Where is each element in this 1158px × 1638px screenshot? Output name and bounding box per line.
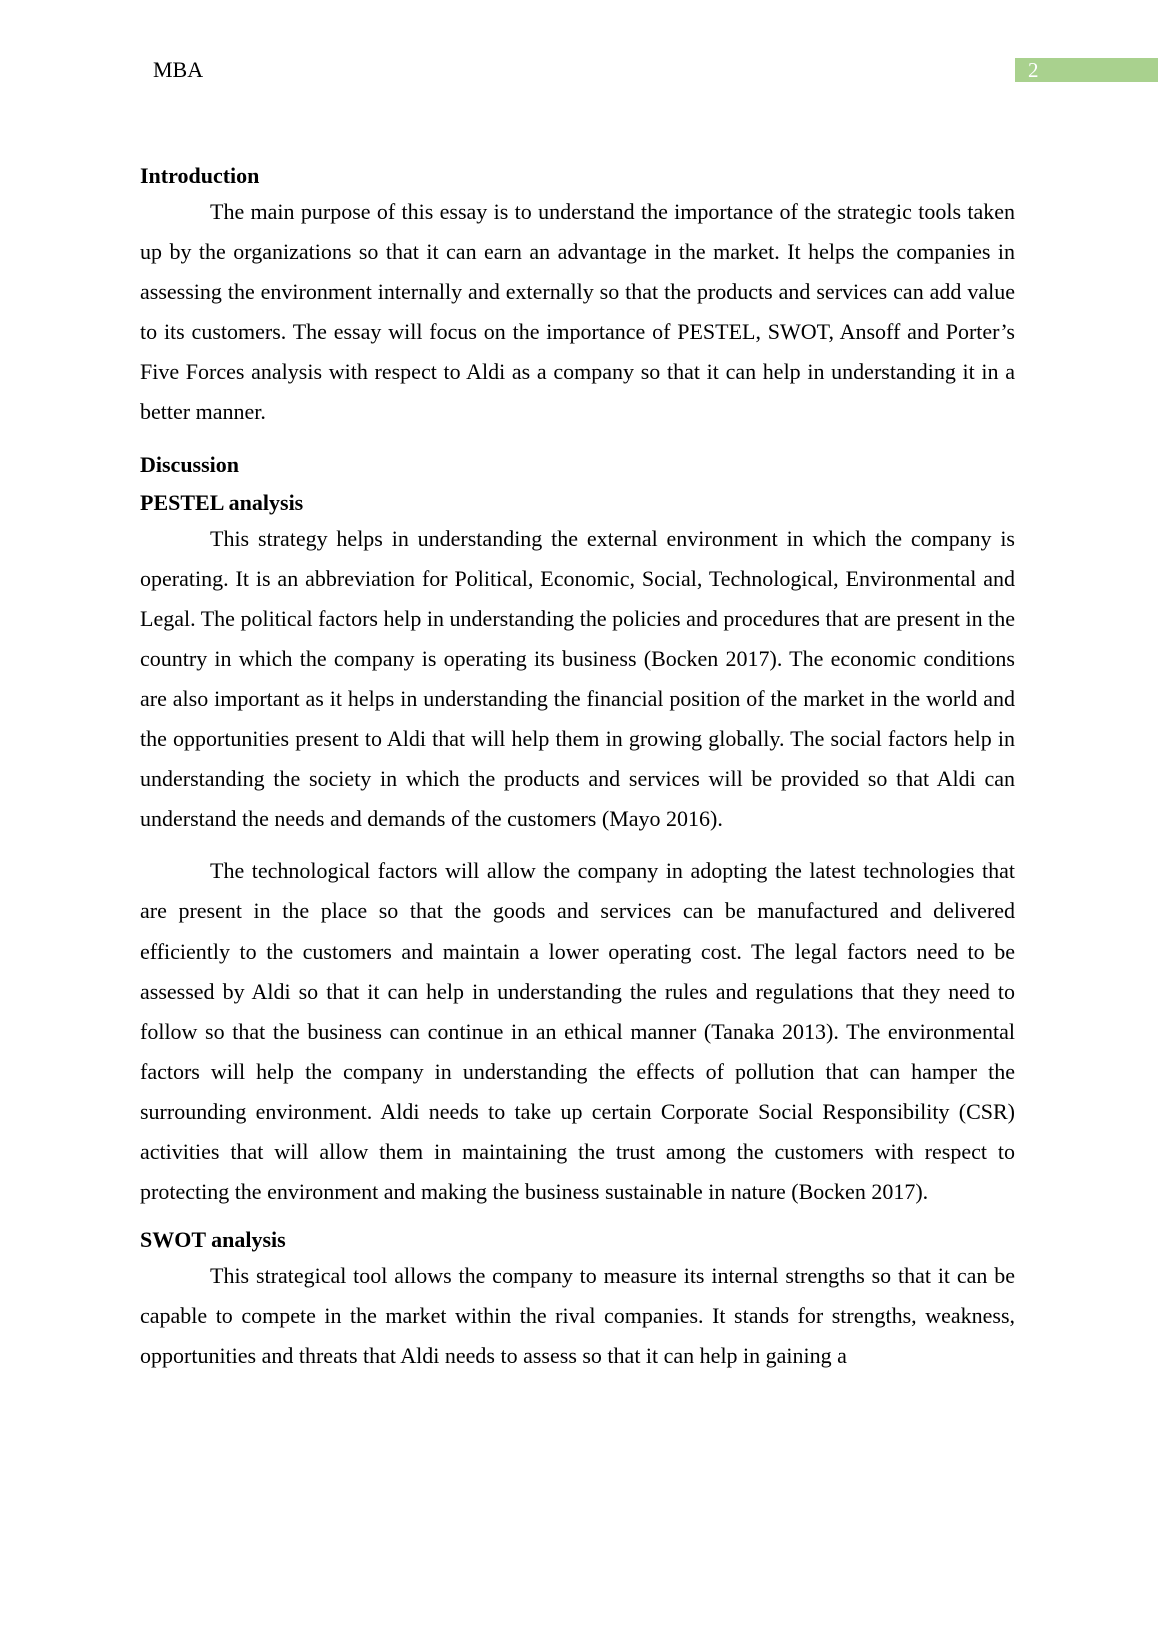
swot-heading: SWOT analysis	[140, 1227, 286, 1253]
pestel-paragraph-2: The technological factors will allow the company in adopting the latest technologies that are present in the place so that the goods and services can be manufactured and delivered efficiently to the customers and maintain a lower operating cost. The legal factors need to be assessed by Aldi so that it can help in understanding the rules and regulations that they need to follow so that the business can continue in an ethical manner (Tanaka 2013). The environmental factors will help the company in understanding the effects of pollution that can hamper the surrounding environment. Aldi needs to take up certain Corporate Social Responsibility (CSR) activities that will allow them in maintaining the trust among the customers with respect to protecting the environment and making the business sustainable in nature (Bocken 2017).	[140, 858, 1015, 1205]
page-number-badge: 2	[1015, 58, 1158, 82]
pestel-paragraph-1: This strategy helps in understanding the external environment in which the company is operating. It is an abbreviation for Political, Economic, Social, Technological, Environmental and Legal. The political factors help in understanding the policies and procedures that are present in the country in which the company is operating its business (Bocken 2017). The economic conditions are also important as it helps in understanding the financial position of the market in the world and the opportunities present to Aldi that will help them in growing globally. The social factors help in understanding the society in which the products and services will be provided so that Aldi can understand the needs and demands of the customers (Mayo 2016).	[140, 525, 1015, 832]
introduction-paragraph: The main purpose of this essay is to understand the importance of the strategic tools taken up by the organizations so that it can earn an advantage in the market. It helps the companies in assessing the environment internally and externally so that the products and services can add value to its customers. The essay will focus on the importance of PESTEL, SWOT, Ansoff and Porter’s Five Forces analysis with respect to Aldi as a company so that it can help in understanding it in a better manner.	[140, 199, 1015, 425]
pestel-heading: PESTEL analysis	[140, 489, 304, 515]
header-title: MBA	[153, 57, 204, 82]
swot-paragraph-1: This strategical tool allows the company to measure its internal strengths so that it can be capable to compete in the market within the rival companies. It stands for strengths, weakness, opportunities and threats that Aldi needs to assess so that it can help in gaining a	[140, 1263, 1015, 1369]
document-body	[140, 160, 1015, 1376]
discussion-heading: Discussion	[140, 451, 240, 477]
introduction-heading: Introduction	[140, 163, 260, 188]
